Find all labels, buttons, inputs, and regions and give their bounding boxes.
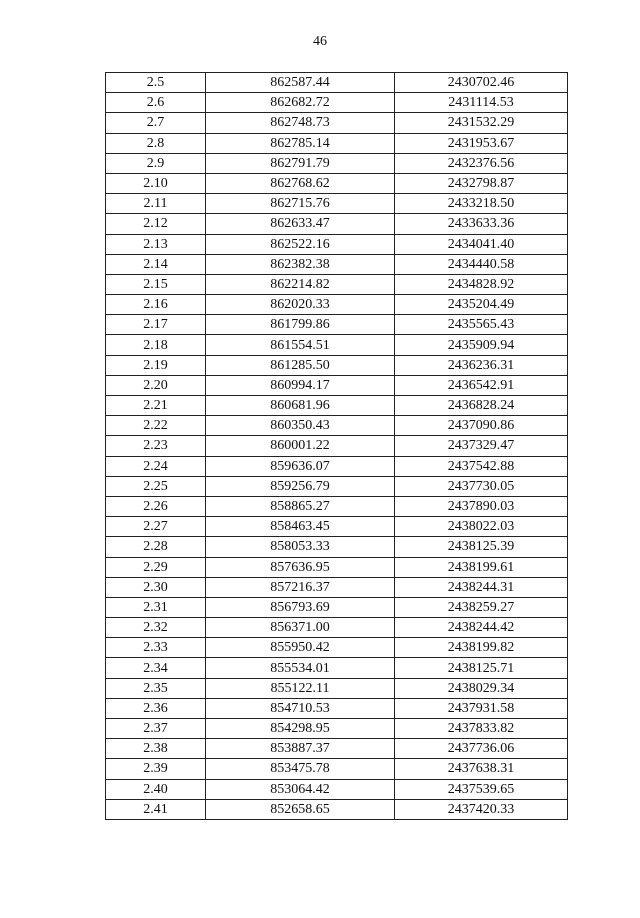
- table-row: [106, 739, 568, 759]
- x-coordinate-cell: 853064.42: [206, 779, 395, 799]
- point-id-cell: 2.19: [106, 355, 206, 375]
- x-coordinate-cell: 854298.95: [206, 719, 395, 739]
- x-coordinate-cell: 862682.72: [206, 93, 395, 113]
- x-coordinate-cell: 856371.00: [206, 618, 395, 638]
- x-coordinate-cell: 862768.62: [206, 173, 395, 193]
- y-coordinate-cell: 2437833.82: [395, 719, 568, 739]
- x-coordinate-cell: 862587.44: [206, 73, 395, 93]
- x-coordinate-cell: 857636.95: [206, 557, 395, 577]
- point-id-cell: 2.34: [106, 658, 206, 678]
- y-coordinate-cell: 2432798.87: [395, 173, 568, 193]
- point-id-cell: 2.30: [106, 577, 206, 597]
- table-row: [106, 153, 568, 173]
- point-id-cell: 2.23: [106, 436, 206, 456]
- y-coordinate-cell: 2437090.86: [395, 416, 568, 436]
- x-coordinate-cell: 855950.42: [206, 638, 395, 658]
- y-coordinate-cell: 2435909.94: [395, 335, 568, 355]
- x-coordinate-cell: 858053.33: [206, 537, 395, 557]
- page-number: 46: [313, 34, 327, 49]
- point-id-cell: 2.40: [106, 779, 206, 799]
- y-coordinate-cell: 2436828.24: [395, 396, 568, 416]
- x-coordinate-cell: 862715.76: [206, 194, 395, 214]
- point-id-cell: 2.29: [106, 557, 206, 577]
- point-id-cell: 2.11: [106, 194, 206, 214]
- point-id-cell: 2.7: [106, 113, 206, 133]
- point-id-cell: 2.38: [106, 739, 206, 759]
- x-coordinate-cell: 862748.73: [206, 113, 395, 133]
- point-id-cell: 2.14: [106, 254, 206, 274]
- table-row: [106, 476, 568, 496]
- y-coordinate-cell: 2437638.31: [395, 759, 568, 779]
- point-id-cell: 2.9: [106, 153, 206, 173]
- table-row: [106, 315, 568, 335]
- table-row: [106, 779, 568, 799]
- point-id-cell: 2.5: [106, 73, 206, 93]
- x-coordinate-cell: 852658.65: [206, 799, 395, 819]
- table-row: [106, 597, 568, 617]
- y-coordinate-cell: 2438259.27: [395, 597, 568, 617]
- y-coordinate-cell: 2437736.06: [395, 739, 568, 759]
- table-row: [106, 214, 568, 234]
- point-id-cell: 2.13: [106, 234, 206, 254]
- point-id-cell: 2.37: [106, 719, 206, 739]
- table-row: [106, 638, 568, 658]
- point-id-cell: 2.35: [106, 678, 206, 698]
- point-id-cell: 2.21: [106, 396, 206, 416]
- y-coordinate-cell: 2437420.33: [395, 799, 568, 819]
- y-coordinate-cell: 2438125.39: [395, 537, 568, 557]
- y-coordinate-cell: 2438244.31: [395, 577, 568, 597]
- x-coordinate-cell: 857216.37: [206, 577, 395, 597]
- point-id-cell: 2.28: [106, 537, 206, 557]
- x-coordinate-cell: 855122.11: [206, 678, 395, 698]
- point-id-cell: 2.6: [106, 93, 206, 113]
- y-coordinate-cell: 2438199.82: [395, 638, 568, 658]
- y-coordinate-cell: 2436542.91: [395, 375, 568, 395]
- table-row: [106, 456, 568, 476]
- table-row: [106, 234, 568, 254]
- table-row: [106, 537, 568, 557]
- coordinates-table-body: [106, 73, 568, 820]
- x-coordinate-cell: 854710.53: [206, 698, 395, 718]
- y-coordinate-cell: 2435565.43: [395, 315, 568, 335]
- x-coordinate-cell: 861554.51: [206, 335, 395, 355]
- table-row: [106, 436, 568, 456]
- table-row: [106, 133, 568, 153]
- point-id-cell: 2.22: [106, 416, 206, 436]
- table-row: [106, 719, 568, 739]
- table-row: [106, 517, 568, 537]
- x-coordinate-cell: 855534.01: [206, 658, 395, 678]
- x-coordinate-cell: 861799.86: [206, 315, 395, 335]
- y-coordinate-cell: 2431953.67: [395, 133, 568, 153]
- x-coordinate-cell: 858463.45: [206, 517, 395, 537]
- x-coordinate-cell: 859256.79: [206, 476, 395, 496]
- y-coordinate-cell: 2437542.88: [395, 456, 568, 476]
- y-coordinate-cell: 2437931.58: [395, 698, 568, 718]
- x-coordinate-cell: 862633.47: [206, 214, 395, 234]
- point-id-cell: 2.25: [106, 476, 206, 496]
- x-coordinate-cell: 862791.79: [206, 153, 395, 173]
- x-coordinate-cell: 860681.96: [206, 396, 395, 416]
- x-coordinate-cell: 862785.14: [206, 133, 395, 153]
- point-id-cell: 2.12: [106, 214, 206, 234]
- table-row: [106, 93, 568, 113]
- point-id-cell: 2.8: [106, 133, 206, 153]
- x-coordinate-cell: 862214.82: [206, 274, 395, 294]
- table-row: [106, 355, 568, 375]
- point-id-cell: 2.18: [106, 335, 206, 355]
- table-row: [106, 375, 568, 395]
- y-coordinate-cell: 2433633.36: [395, 214, 568, 234]
- table-row: [106, 799, 568, 819]
- table-row: [106, 295, 568, 315]
- x-coordinate-cell: 860350.43: [206, 416, 395, 436]
- table-row: [106, 557, 568, 577]
- y-coordinate-cell: 2434828.92: [395, 274, 568, 294]
- point-id-cell: 2.36: [106, 698, 206, 718]
- point-id-cell: 2.41: [106, 799, 206, 819]
- table-row: [106, 577, 568, 597]
- y-coordinate-cell: 2436236.31: [395, 355, 568, 375]
- x-coordinate-cell: 861285.50: [206, 355, 395, 375]
- x-coordinate-cell: 856793.69: [206, 597, 395, 617]
- table-row: [106, 73, 568, 93]
- y-coordinate-cell: 2434440.58: [395, 254, 568, 274]
- point-id-cell: 2.39: [106, 759, 206, 779]
- point-id-cell: 2.32: [106, 618, 206, 638]
- y-coordinate-cell: 2431532.29: [395, 113, 568, 133]
- x-coordinate-cell: 862522.16: [206, 234, 395, 254]
- table-row: [106, 496, 568, 516]
- y-coordinate-cell: 2437890.03: [395, 496, 568, 516]
- y-coordinate-cell: 2434041.40: [395, 234, 568, 254]
- point-id-cell: 2.16: [106, 295, 206, 315]
- point-id-cell: 2.17: [106, 315, 206, 335]
- x-coordinate-cell: 853887.37: [206, 739, 395, 759]
- point-id-cell: 2.24: [106, 456, 206, 476]
- coordinates-table: [105, 72, 568, 820]
- table-row: [106, 759, 568, 779]
- table-row: [106, 416, 568, 436]
- table-row: [106, 194, 568, 214]
- point-id-cell: 2.15: [106, 274, 206, 294]
- table-row: [106, 274, 568, 294]
- y-coordinate-cell: 2437539.65: [395, 779, 568, 799]
- y-coordinate-cell: 2437730.05: [395, 476, 568, 496]
- table-row: [106, 698, 568, 718]
- table-row: [106, 173, 568, 193]
- table-row: [106, 335, 568, 355]
- y-coordinate-cell: 2438125.71: [395, 658, 568, 678]
- table-row: [106, 678, 568, 698]
- x-coordinate-cell: 859636.07: [206, 456, 395, 476]
- point-id-cell: 2.31: [106, 597, 206, 617]
- table-row: [106, 618, 568, 638]
- point-id-cell: 2.27: [106, 517, 206, 537]
- x-coordinate-cell: 853475.78: [206, 759, 395, 779]
- x-coordinate-cell: 862382.38: [206, 254, 395, 274]
- y-coordinate-cell: 2438022.03: [395, 517, 568, 537]
- x-coordinate-cell: 858865.27: [206, 496, 395, 516]
- y-coordinate-cell: 2433218.50: [395, 194, 568, 214]
- point-id-cell: 2.20: [106, 375, 206, 395]
- y-coordinate-cell: 2438029.34: [395, 678, 568, 698]
- x-coordinate-cell: 862020.33: [206, 295, 395, 315]
- y-coordinate-cell: 2438199.61: [395, 557, 568, 577]
- x-coordinate-cell: 860001.22: [206, 436, 395, 456]
- point-id-cell: 2.26: [106, 496, 206, 516]
- y-coordinate-cell: 2432376.56: [395, 153, 568, 173]
- table-row: [106, 254, 568, 274]
- y-coordinate-cell: 2431114.53: [395, 93, 568, 113]
- y-coordinate-cell: 2438244.42: [395, 618, 568, 638]
- x-coordinate-cell: 860994.17: [206, 375, 395, 395]
- y-coordinate-cell: 2435204.49: [395, 295, 568, 315]
- table-row: [106, 396, 568, 416]
- point-id-cell: 2.10: [106, 173, 206, 193]
- point-id-cell: 2.33: [106, 638, 206, 658]
- table-row: [106, 658, 568, 678]
- table-row: [106, 113, 568, 133]
- y-coordinate-cell: 2437329.47: [395, 436, 568, 456]
- y-coordinate-cell: 2430702.46: [395, 73, 568, 93]
